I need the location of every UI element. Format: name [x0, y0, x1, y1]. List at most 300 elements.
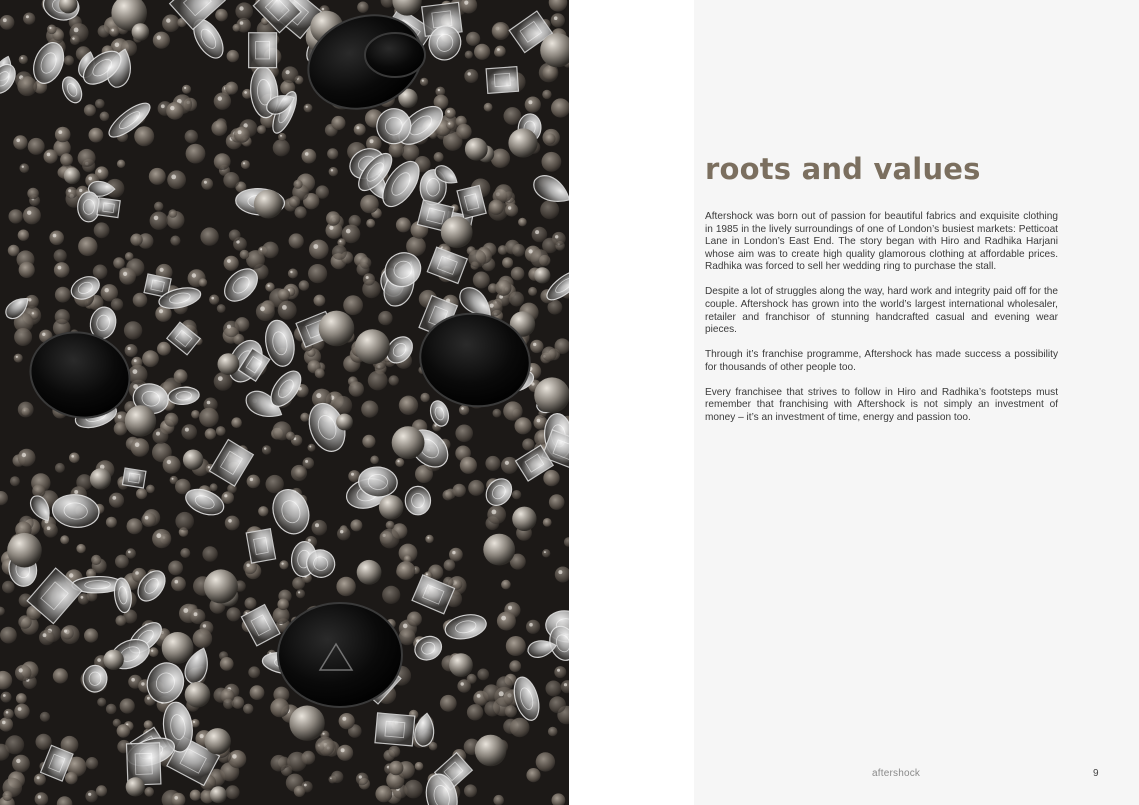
sequin-bead: [245, 597, 257, 609]
sequin-bead: [501, 580, 511, 590]
bead-highlight: [38, 795, 41, 798]
pearl: [508, 128, 537, 157]
sequin-bead: [216, 426, 226, 436]
pearl: [336, 414, 353, 431]
sequin-bead: [495, 280, 511, 296]
sequin-bead: [468, 480, 484, 496]
bead-highlight: [22, 166, 24, 168]
bead-highlight: [145, 516, 149, 520]
sequin-bead: [23, 13, 35, 25]
bead-highlight: [32, 312, 34, 314]
sequin-bead: [296, 589, 305, 598]
sequin-bead: [152, 428, 168, 444]
bead-highlight: [438, 89, 440, 91]
bead-highlight: [533, 343, 536, 346]
bead-highlight: [203, 624, 206, 627]
sequin-bead: [380, 529, 400, 549]
sequin-bead: [484, 103, 493, 112]
bead-highlight: [159, 309, 163, 313]
sequin-bead: [289, 196, 300, 207]
sequin-bead: [551, 13, 565, 27]
bead-highlight: [151, 650, 153, 652]
bead-highlight: [351, 473, 354, 476]
jewels-photo: [0, 0, 569, 805]
sequin-bead: [227, 607, 241, 621]
bead-highlight: [490, 304, 494, 308]
bead-highlight: [28, 298, 31, 301]
sequin-bead: [214, 153, 231, 170]
sequin-bead: [181, 424, 197, 440]
body-text: [705, 211, 1058, 437]
sequin-bead: [270, 698, 289, 717]
sequin-bead: [327, 148, 338, 159]
bead-highlight: [260, 248, 262, 250]
bead-highlight: [427, 537, 429, 539]
sequin-bead: [265, 282, 274, 291]
sequin-bead: [552, 232, 566, 246]
bead-highlight: [157, 36, 161, 40]
bead-highlight: [156, 533, 161, 538]
sequin-bead: [180, 548, 190, 558]
sequin-bead: [262, 445, 271, 454]
text-page: [694, 0, 1139, 805]
bead-highlight: [147, 697, 150, 700]
sequin-bead: [190, 790, 201, 801]
pearl: [218, 353, 240, 375]
sequin-bead: [536, 752, 555, 771]
sequin-bead: [295, 206, 307, 218]
sequin-bead: [477, 669, 489, 681]
sequin-bead: [542, 347, 557, 362]
sequin-bead: [489, 200, 504, 215]
sequin-bead: [399, 396, 418, 415]
sequin-bead: [266, 475, 284, 493]
sequin-bead: [510, 718, 530, 738]
sequin-bead: [225, 516, 240, 531]
sequin-bead: [95, 99, 105, 109]
sequin-bead: [278, 289, 290, 301]
sequin-bead: [415, 762, 424, 771]
bead-highlight: [74, 28, 79, 33]
bead-highlight: [238, 130, 242, 134]
sequin-bead: [16, 693, 27, 704]
bead-highlight: [240, 21, 244, 25]
bead-highlight: [81, 596, 84, 599]
bead-highlight: [554, 16, 558, 20]
sequin-bead: [368, 371, 388, 391]
bead-highlight: [286, 70, 290, 74]
sequin-bead: [360, 195, 379, 214]
sequin-bead: [223, 172, 239, 188]
bead-highlight: [74, 490, 78, 494]
sequin-bead: [223, 699, 234, 710]
sequin-bead: [315, 737, 335, 757]
sequin-bead: [540, 200, 559, 219]
sequin-bead: [144, 787, 154, 797]
sequin-bead: [292, 577, 305, 590]
sequin-bead: [54, 249, 67, 262]
sequin-bead: [279, 560, 288, 569]
sequin-bead: [149, 168, 166, 185]
bead-highlight: [239, 6, 243, 10]
sequin-bead: [85, 790, 97, 802]
sequin-bead: [337, 527, 350, 540]
sequin-bead: [231, 417, 242, 428]
sequin-bead: [199, 408, 219, 428]
sequin-bead: [518, 218, 527, 227]
sequin-bead: [375, 785, 392, 802]
sequin-bead: [8, 245, 20, 257]
sequin-bead: [126, 548, 136, 558]
bead-highlight: [211, 297, 214, 300]
bead-highlight: [264, 447, 266, 449]
pearl: [210, 786, 227, 803]
bead-highlight: [16, 759, 20, 763]
sequin-bead: [308, 444, 316, 452]
bead-highlight: [112, 496, 116, 500]
bead-highlight: [171, 175, 176, 180]
bead-highlight: [115, 43, 120, 48]
bead-highlight: [501, 616, 506, 621]
bead-highlight: [528, 100, 532, 104]
sequin-bead: [286, 432, 295, 441]
bead-highlight: [537, 419, 541, 423]
bead-highlight: [22, 453, 26, 457]
sequin-bead: [495, 46, 506, 57]
sequin-bead: [3, 709, 13, 719]
sequin-bead: [467, 704, 483, 720]
sequin-bead: [224, 256, 239, 271]
sequin-bead: [339, 713, 355, 729]
bead-highlight: [183, 608, 188, 613]
sequin-bead: [91, 555, 101, 565]
pearl: [483, 534, 515, 566]
bead-highlight: [227, 325, 231, 329]
paragraph-franchise: Through it’s franchise programme, Aftershock has made success a possibility for thousands of other people too.: [705, 349, 1058, 373]
sequin-bead: [60, 535, 69, 544]
bead-highlight: [426, 573, 428, 575]
sequin-bead: [542, 152, 562, 172]
bead-highlight: [468, 72, 471, 75]
bead-highlight: [204, 181, 207, 184]
sequin-bead: [125, 252, 134, 261]
sequin-bead: [509, 292, 524, 307]
sequin-bead: [256, 302, 275, 321]
bead-highlight: [128, 347, 131, 350]
sequin-bead: [171, 577, 186, 592]
sequin-bead: [65, 772, 78, 785]
sequin-bead: [485, 456, 500, 471]
bead-highlight: [342, 717, 346, 721]
sequin-bead: [549, 696, 566, 713]
sequin-bead: [84, 104, 96, 116]
bead-highlight: [170, 106, 174, 110]
sequin-bead: [354, 124, 366, 136]
bead-highlight: [64, 630, 67, 633]
bead-highlight: [461, 407, 464, 410]
crystal-gem: [122, 468, 145, 488]
sequin-bead: [100, 112, 110, 122]
sequin-bead: [14, 354, 23, 363]
sequin-bead: [495, 184, 513, 202]
sequin-bead: [262, 242, 279, 259]
sequin-bead: [211, 120, 227, 136]
sequin-bead: [549, 494, 565, 510]
bead-highlight: [88, 177, 92, 181]
sequin-bead: [15, 665, 31, 681]
bead-highlight: [322, 8, 325, 11]
sequin-bead: [309, 240, 329, 260]
sequin-bead: [277, 599, 289, 611]
sequin-bead: [133, 293, 148, 308]
bead-highlight: [218, 376, 223, 381]
bead-highlight: [464, 1, 468, 5]
sequin-bead: [407, 612, 422, 627]
paragraph-growth: Despite a lot of struggles along the way, hard work and integrity paid off for the couple. Aftershock has grown into the world’s largest international wholesaler, retailer and franchisor of stunning handcrafted casual and evening wear pieces.: [705, 286, 1058, 336]
pearl: [103, 650, 123, 670]
sequin-bead: [125, 344, 138, 357]
sequin-bead: [228, 750, 246, 768]
sequin-bead: [434, 152, 444, 162]
bead-highlight: [218, 96, 222, 100]
pearl: [512, 507, 536, 531]
sequin-bead: [304, 104, 313, 113]
bead-highlight: [306, 106, 308, 108]
sequin-bead: [250, 685, 265, 700]
footer-brand: aftershock: [872, 768, 921, 779]
sequin-bead: [54, 262, 70, 278]
bead-highlight: [71, 455, 74, 458]
pearl: [64, 168, 81, 185]
bead-highlight: [167, 460, 171, 464]
sequin-bead: [78, 149, 96, 167]
sequin-bead: [378, 311, 392, 325]
sequin-bead: [396, 217, 411, 232]
page-number: 9: [1093, 768, 1099, 779]
pearl: [392, 426, 425, 459]
bead-highlight: [3, 18, 7, 22]
bead-highlight: [6, 711, 9, 714]
sequin-bead: [154, 202, 163, 211]
sequin-bead: [94, 222, 110, 238]
page-title: roots and values: [705, 152, 981, 186]
sequin-bead: [117, 724, 131, 738]
bead-highlight: [309, 446, 311, 448]
bead-highlight: [315, 523, 319, 527]
sequin-bead: [288, 269, 298, 279]
sequin-bead: [544, 133, 555, 144]
crystal-gem: [246, 529, 275, 563]
sequin-bead: [10, 476, 20, 486]
sequin-bead: [170, 236, 180, 246]
sequin-bead: [0, 627, 17, 644]
sequin-bead: [543, 518, 552, 527]
sequin-bead: [506, 636, 526, 656]
sequin-bead: [28, 138, 45, 155]
sequin-bead: [337, 745, 353, 761]
sequin-bead: [23, 206, 41, 224]
bead-highlight: [2, 721, 6, 725]
sequin-bead: [293, 180, 302, 189]
sequin-bead: [153, 32, 170, 49]
sequin-bead: [420, 78, 428, 86]
bead-highlight: [207, 401, 211, 405]
bead-highlight: [135, 571, 139, 575]
bead-highlight: [304, 784, 307, 787]
bead-highlight: [185, 428, 189, 432]
sequin-bead: [141, 513, 156, 528]
bead-highlight: [42, 333, 45, 336]
sequin-bead: [20, 163, 30, 173]
crystal-square: [97, 198, 120, 218]
bead-highlight: [161, 104, 165, 108]
bead-highlight: [58, 266, 62, 270]
sequin-bead: [131, 438, 150, 457]
sequin-bead: [247, 475, 261, 489]
sequin-bead: [149, 647, 159, 657]
sequin-bead: [13, 135, 27, 149]
sequin-bead: [214, 93, 231, 110]
sequin-bead: [273, 139, 290, 156]
sequin-bead: [130, 234, 142, 246]
bead-highlight: [329, 226, 333, 230]
bead-highlight: [105, 288, 109, 292]
sequin-bead: [209, 295, 219, 305]
sequin-bead: [18, 402, 34, 418]
sequin-bead: [299, 280, 310, 291]
sequin-bead: [163, 456, 181, 474]
sequin-bead: [146, 485, 155, 494]
bead-highlight: [58, 130, 62, 134]
sequin-bead: [70, 35, 80, 45]
sequin-bead: [278, 133, 286, 141]
pearl: [7, 533, 42, 568]
sequin-bead: [382, 586, 400, 604]
sequin-bead: [526, 768, 540, 782]
sequin-bead: [505, 705, 517, 717]
sequin-bead: [27, 188, 39, 200]
sequin-bead: [443, 490, 454, 501]
sequin-bead: [78, 237, 97, 256]
pearl: [534, 267, 550, 283]
crystal-square: [249, 33, 277, 68]
sequin-bead: [186, 144, 206, 164]
sequin-bead: [389, 761, 404, 776]
sequin-bead: [60, 153, 73, 166]
bead-highlight: [356, 126, 359, 129]
bead-highlight: [322, 733, 324, 735]
black-stone: [278, 603, 402, 707]
bead-highlight: [448, 123, 450, 125]
sequin-bead: [93, 265, 108, 280]
sequin-bead: [175, 512, 194, 531]
sequin-bead: [366, 219, 375, 228]
bead-highlight: [21, 57, 23, 59]
sequin-bead: [532, 227, 548, 243]
bead-highlight: [88, 793, 91, 796]
sequin-bead: [18, 449, 36, 467]
sequin-bead: [223, 321, 239, 337]
bead-highlight: [564, 683, 567, 686]
bead-highlight: [49, 27, 51, 29]
bead-highlight: [555, 235, 558, 238]
sequin-bead: [350, 519, 362, 531]
sequin-bead: [201, 178, 213, 190]
sequin-bead: [308, 264, 327, 283]
bead-highlight: [227, 259, 231, 263]
bead-highlight: [260, 306, 265, 311]
sequin-bead: [111, 298, 123, 310]
bead-highlight: [131, 678, 135, 682]
sequin-bead: [44, 149, 58, 163]
sequin-bead: [473, 272, 490, 289]
sequin-bead: [128, 365, 147, 384]
sequin-bead: [314, 295, 326, 307]
crystal-gem: [486, 67, 518, 94]
bead-highlight: [267, 285, 269, 287]
sequin-bead: [336, 577, 355, 596]
sequin-bead: [343, 295, 363, 315]
bead-highlight: [316, 393, 321, 398]
sequin-bead: [440, 695, 457, 712]
sequin-bead: [84, 628, 98, 642]
sequin-bead: [44, 523, 58, 537]
bead-highlight: [156, 432, 160, 436]
bead-highlight: [422, 80, 424, 82]
sequin-bead: [509, 660, 521, 672]
bead-highlight: [68, 189, 71, 192]
sequin-bead: [464, 784, 477, 797]
sequin-bead: [282, 66, 299, 83]
pearl: [132, 23, 150, 41]
pearl: [319, 311, 355, 347]
bead-highlight: [232, 754, 237, 759]
sequin-bead: [502, 257, 513, 268]
pearl: [357, 560, 382, 585]
bead-highlight: [98, 169, 101, 172]
sequin-bead: [526, 620, 540, 634]
bead-highlight: [72, 37, 74, 39]
crystal-oval: [405, 486, 431, 515]
sequin-bead: [113, 257, 125, 269]
sequin-bead: [289, 233, 304, 248]
pearl: [534, 377, 569, 413]
bead-highlight: [529, 623, 533, 627]
sequin-bead: [546, 681, 562, 697]
sequin-bead: [55, 287, 71, 303]
sequin-bead: [349, 381, 364, 396]
bead-highlight: [508, 606, 512, 610]
bead-highlight: [366, 276, 369, 279]
crystal-square: [246, 529, 275, 563]
sequin-bead: [235, 2, 253, 20]
bead-highlight: [43, 633, 47, 637]
sequin-bead: [217, 304, 226, 313]
sequin-bead: [504, 107, 522, 125]
bead-highlight: [558, 570, 562, 574]
bead-highlight: [154, 216, 159, 221]
sequin-bead: [226, 785, 240, 799]
sequin-bead: [12, 755, 30, 773]
bead-highlight: [18, 707, 22, 711]
sequin-bead: [69, 453, 80, 464]
sequin-bead: [464, 69, 478, 83]
sequin-bead: [466, 32, 480, 46]
bead-highlight: [370, 139, 374, 143]
pearl: [126, 777, 145, 796]
sequin-bead: [215, 9, 228, 22]
sequin-bead: [166, 102, 184, 120]
